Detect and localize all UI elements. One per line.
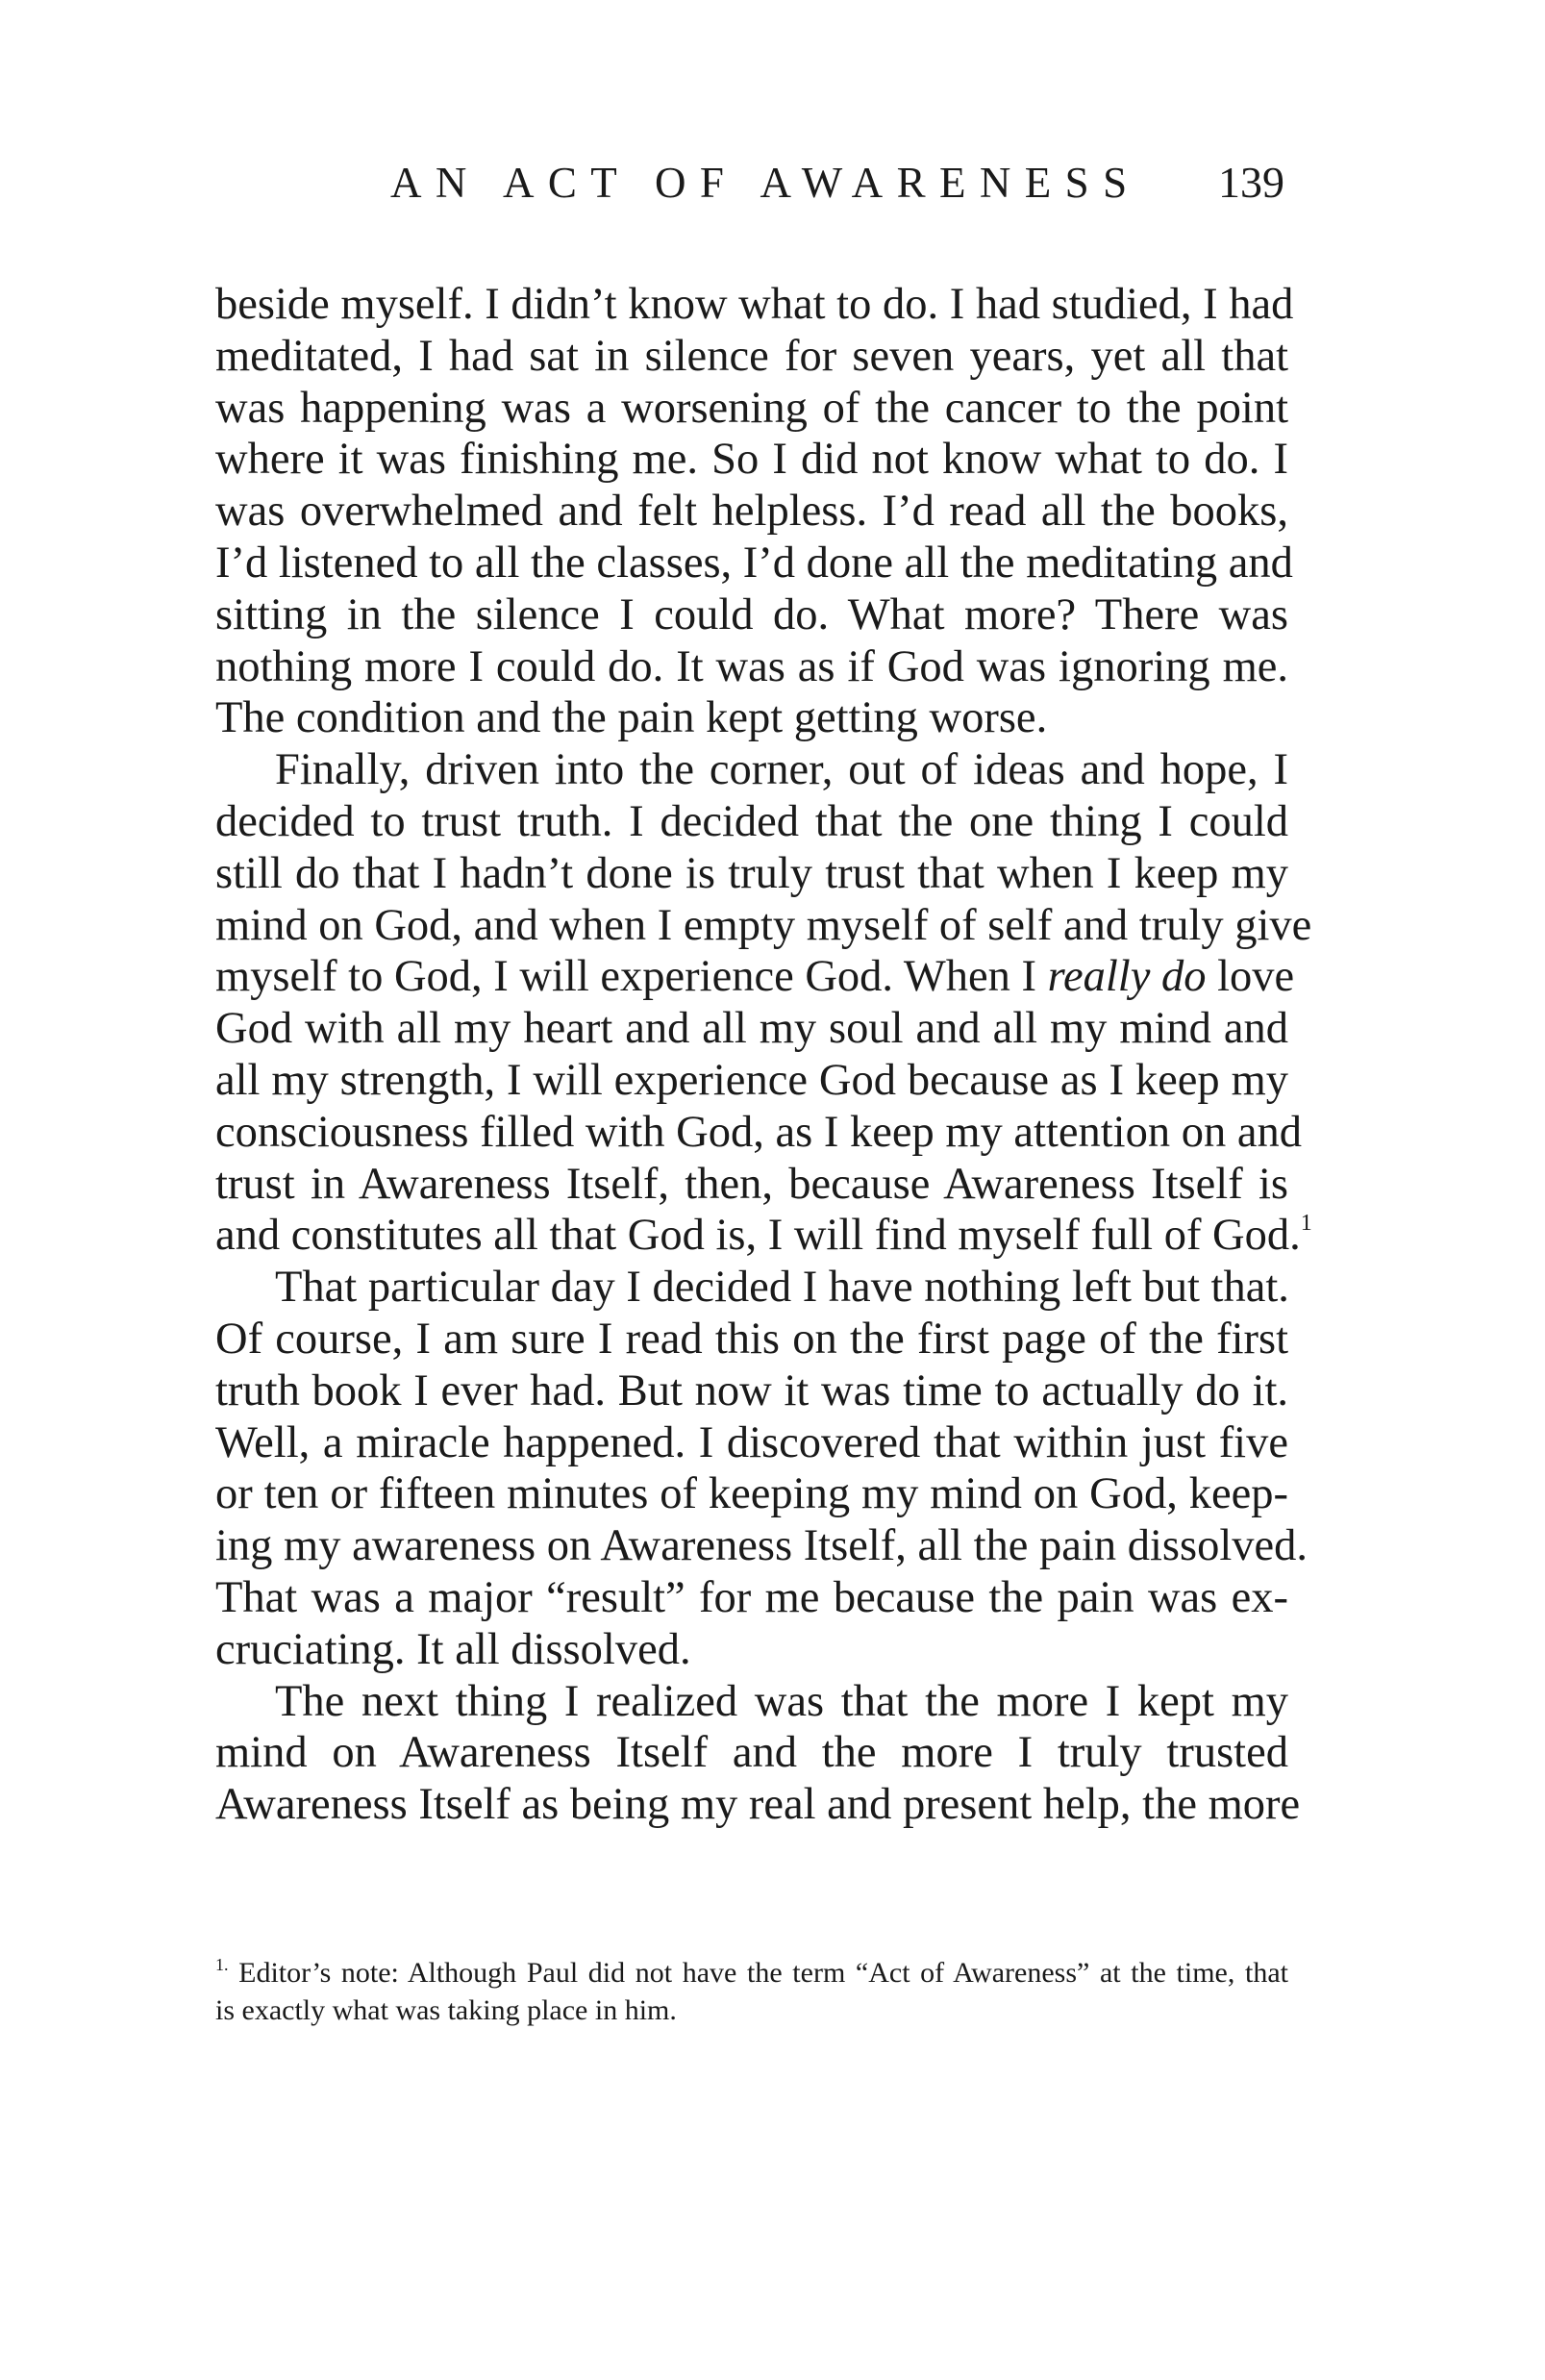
text-line: beside myself. I didn’t know what to do. I had studied, I had [215,280,1294,329]
text-line: God with all my heart and all my soul and all my mind and [215,1004,1288,1054]
text-line: Of course, I am sure I read this on the first page of the first [215,1314,1288,1364]
text-line [215,1210,1312,1262]
text-line: was happening was a worsening of the cancer to the point [215,383,1288,433]
text-line: sitting in the silence I could do. What more? There was [215,589,1288,639]
text-line [215,951,1295,1003]
text-line: or ten or fifteen minutes of keeping my mind on God, keep- [215,1469,1288,1519]
text-segment: and constitutes all that God is, I will find myself full of God. [215,1211,1301,1261]
footnote-line: is exactly what was taking place in him. [215,1994,677,2026]
text-line: The next thing I realized was that the more I kept my [275,1676,1288,1726]
text-line: mind on God, and when I empty myself of self and truly give [215,900,1312,950]
text-line: Finally, driven into the corner, out of ideas and hope, I [275,745,1288,795]
emphasis: really do [1047,952,1207,1002]
text-line: still do that I hadn’t done is truly trust that when I keep my [215,848,1288,898]
text-line: Awareness Itself as being my real and present help, the more [215,1780,1301,1830]
page-number: 139 [1218,158,1284,207]
footnote-text: Editor’s note: Although Paul did not have the term “Act of Awareness” at the time, that [228,1957,1288,1989]
text-line: mind on Awareness Itself and the more I truly trusted [215,1728,1288,1778]
text-line: That particular day I decided I have nothing left but that. [275,1263,1289,1313]
text-line: The condition and the pain kept getting worse. [215,693,1048,743]
text-line: was overwhelmed and felt helpless. I’d read all the books, [215,487,1288,537]
text-line: Well, a miracle happened. I discovered that within just five [215,1417,1288,1467]
footnotes [215,1954,1288,2029]
text-segment: myself to God, I will experience God. When I [215,952,1048,1002]
text-line: consciousness filled with God, as I keep my attention on and [215,1107,1302,1157]
text-line: nothing more I could do. It was as if God was ignoring me. [215,641,1288,691]
text-line: truth book I ever had. But now it was time to actually do it. [215,1365,1288,1415]
text-line: meditated, I had sat in silence for seven years, yet all that [215,331,1288,381]
footnote-marker: 1. [215,1955,229,1974]
text-line: That was a major “result” for me because the pain was ex- [215,1572,1288,1622]
text-line: I’d listened to all the classes, I’d done all the meditating and [215,538,1293,588]
text-line: ing my awareness on Awareness Itself, all the pain dissolved. [215,1521,1308,1571]
text-line: where it was finishing me. So I did not know what to do. I [215,435,1288,485]
text-line: all my strength, I will experience God because as I keep my [215,1055,1288,1105]
text-segment: love [1206,952,1295,1002]
text-line: trust in Awareness Itself, then, because Awareness Itself is [215,1159,1288,1209]
body-text [215,279,1312,1831]
running-title: AN ACT OF AWARENESS [390,159,1141,207]
text-line: cruciating. It all dissolved. [215,1624,691,1674]
text-line: decided to trust truth. I decided that the one thing I could [215,796,1288,846]
footnote-reference: 1 [1300,1211,1312,1237]
footnote-line [215,1954,1288,1992]
running-head [217,154,1284,212]
